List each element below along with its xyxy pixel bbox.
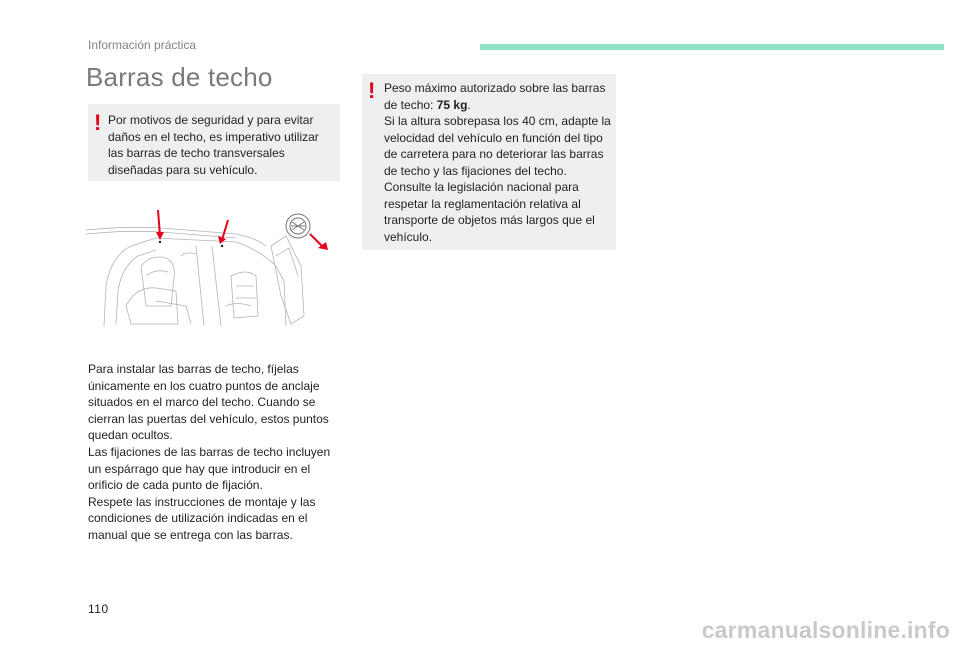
car-roof-anchor-points-illustration	[86, 206, 340, 330]
body-line: Respete las instrucciones de montaje y las	[88, 494, 316, 509]
body-line: Para instalar las barras de techo, fíjelas	[88, 362, 299, 376]
warning-line: Peso máximo autorizado sobre las barras	[384, 81, 606, 95]
header-accent-bar	[480, 44, 944, 50]
weight-suffix: .	[467, 97, 471, 112]
watermark-text: carmanualsonline.info	[701, 617, 950, 643]
warning-line: vehículo.	[384, 229, 433, 244]
warning-line: respetar la reglamentación relativa al	[384, 196, 581, 211]
body-line: condiciones de utilización indicadas en el	[88, 511, 308, 526]
warning-line: Consulte la legislación nacional para	[384, 180, 579, 194]
safety-warning-box	[88, 104, 340, 181]
body-line: únicamente en los cuatro puntos de anclaje	[88, 378, 320, 393]
max-weight-value: 75 kg	[436, 97, 468, 112]
page-title: Barras de techo	[86, 62, 273, 92]
header-section-label: Información práctica	[88, 38, 197, 52]
body-line: orificio de cada punto de fijación.	[88, 478, 263, 493]
body-line: Las fijaciones de las barras de techo incluyen	[88, 444, 331, 459]
warning-line: Por motivos de seguridad y para evitar	[108, 113, 314, 127]
warning-line: de carretera para no deteriorar las barras	[384, 147, 604, 161]
safety-warning-text	[108, 112, 334, 178]
warning-line: transporte de objetos más largos que el	[384, 213, 595, 227]
weight-label: de techo:	[384, 97, 437, 112]
page-number: 110	[88, 602, 109, 616]
body-line: quedan ocultos.	[88, 428, 173, 443]
warning-line: daños en el techo, es imperativo utilizar	[108, 129, 319, 144]
warning-line: de techo y las fijaciones del techo.	[384, 163, 567, 178]
warning-line: diseñadas para su vehículo.	[108, 162, 258, 177]
body-line: situados en el marco del techo. Cuando se	[88, 395, 316, 410]
warning-line: velocidad del vehículo en función del tipo	[384, 130, 603, 145]
load-warning-text	[384, 80, 614, 245]
warning-line: Si la altura sobrepasa los 40 cm, adapte la	[384, 114, 611, 128]
load-warning-box	[362, 74, 616, 250]
warning-line-weight	[384, 97, 614, 114]
body-line: un espárrago que hay que introducir en el	[88, 461, 311, 476]
instructions-text	[88, 361, 348, 544]
body-line: cierran las puertas del vehículo, estos puntos	[88, 411, 329, 426]
exclamation-warning-icon: !	[368, 78, 376, 103]
warning-line: las barras de techo transversales	[108, 146, 285, 160]
exclamation-warning-icon: !	[94, 110, 102, 135]
body-line: manual que se entrega con las barras.	[88, 527, 293, 542]
